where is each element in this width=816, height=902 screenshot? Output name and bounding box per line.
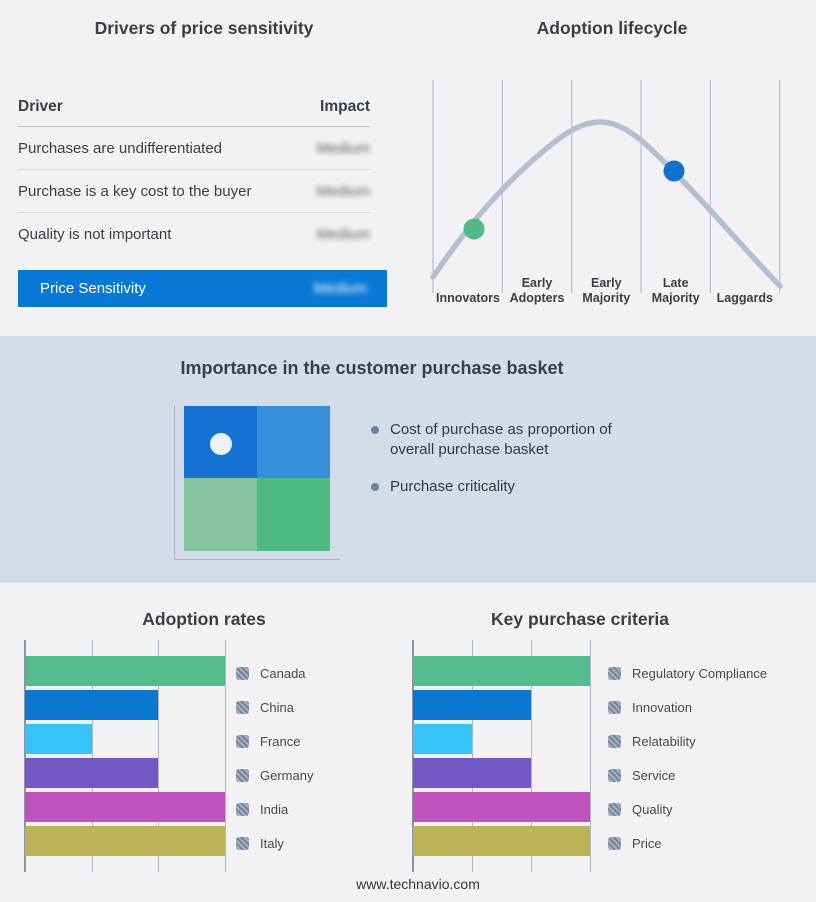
legend-label: Germany — [260, 767, 314, 783]
bullet-text: Cost of purchase as proportion of overall purchase basket — [390, 421, 612, 458]
legend-item — [608, 656, 767, 690]
quadrant-cell-top-right — [257, 406, 330, 478]
adoption-rates-chart — [25, 640, 225, 872]
bar-service — [413, 758, 531, 788]
quadrant-position-dot — [210, 433, 232, 455]
quadrant-x-axis — [174, 559, 340, 560]
late-majority-marker-dot — [664, 161, 685, 182]
bar-italy — [25, 826, 225, 856]
bar-china — [25, 690, 158, 720]
legend-item — [236, 758, 313, 792]
key-purchase-criteria-legend — [608, 656, 767, 860]
bar-price — [413, 826, 590, 856]
legend-swatch-hatched-icon — [608, 701, 621, 714]
adoption-rates-title: Adoption rates — [142, 609, 266, 629]
legend-item — [236, 656, 313, 690]
legend-item — [608, 724, 767, 758]
legend-swatch-hatched-icon — [608, 837, 621, 850]
bullet-text: Purchase criticality — [390, 478, 516, 495]
legend-swatch-hatched-icon — [236, 701, 249, 714]
legend-label: Canada — [260, 665, 306, 681]
x-gridline — [225, 640, 226, 872]
legend-label: China — [260, 699, 294, 715]
basket-bullet-item — [371, 420, 626, 459]
legend-item — [236, 724, 313, 758]
bar-germany — [25, 758, 158, 788]
legend-item — [608, 826, 767, 860]
driver-row — [18, 213, 370, 255]
stage-label-early-majority: Early Majority — [582, 276, 631, 305]
basket-bullet-list — [371, 420, 626, 515]
legend-swatch-hatched-icon — [608, 735, 621, 748]
column-header-impact: Impact — [320, 98, 370, 115]
price-sensitivity-row — [18, 270, 387, 307]
column-header-driver: Driver — [18, 98, 63, 115]
stage-label-early-adopters: Early Adopters — [509, 276, 565, 305]
legend-swatch-hatched-icon — [608, 769, 621, 782]
price-sensitivity-impact-blurred: Medium — [313, 280, 367, 297]
bullet-dot-icon — [371, 483, 379, 491]
legend-label: Relatability — [632, 733, 696, 749]
lifecycle-gridlines — [433, 80, 780, 293]
legend-swatch-hatched-icon — [236, 769, 249, 782]
legend-item — [236, 826, 313, 860]
quadrant-cell-bottom-left — [184, 478, 257, 551]
legend-swatch-hatched-icon — [236, 735, 249, 748]
legend-swatch-hatched-icon — [608, 667, 621, 680]
legend-swatch-hatched-icon — [236, 803, 249, 816]
quadrant-cell-bottom-right — [257, 478, 330, 551]
drivers-table — [18, 88, 370, 255]
legend-swatch-hatched-icon — [608, 803, 621, 816]
innovators-marker-dot — [464, 219, 485, 240]
key-purchase-criteria-chart — [413, 640, 590, 872]
impact-value-blurred: Medium — [316, 182, 370, 200]
bar-quality — [413, 792, 590, 822]
drivers-table-rows — [18, 127, 370, 255]
legend-item — [608, 792, 767, 826]
basket-title: Importance in the customer purchase basket — [180, 358, 564, 378]
purchase-basket-band — [0, 336, 816, 583]
bar-france — [25, 724, 92, 754]
drivers-table-header — [18, 88, 370, 127]
bar-innovation — [413, 690, 531, 720]
stage-label-innovators: Innovators — [436, 291, 500, 305]
legend-label: India — [260, 801, 289, 817]
legend-item — [608, 758, 767, 792]
lifecycle-title: Adoption lifecycle — [536, 18, 688, 38]
driver-row — [18, 127, 370, 170]
lifecycle-chart — [408, 0, 816, 336]
legend-swatch-hatched-icon — [236, 837, 249, 850]
stage-label-laggards: Laggards — [716, 291, 773, 305]
bar-regulatory-compliance — [413, 656, 590, 686]
legend-item — [608, 690, 767, 724]
basket-bullet-item — [371, 477, 626, 497]
driver-label: Purchases are undifferentiated — [18, 139, 223, 157]
bullet-dot-icon — [371, 426, 379, 434]
adoption-rates-legend — [236, 656, 313, 860]
legend-label: Service — [632, 767, 676, 783]
key-purchase-criteria-title: Key purchase criteria — [490, 609, 669, 629]
legend-label: Price — [632, 835, 662, 851]
price-sensitivity-label: Price Sensitivity — [40, 280, 146, 297]
stage-label-late-majority: Late Majority — [651, 276, 700, 305]
drivers-panel-title: Drivers of price sensitivity — [94, 18, 314, 38]
bell-curve-line — [433, 122, 780, 286]
bar-india — [25, 792, 225, 822]
legend-swatch-hatched-icon — [236, 667, 249, 680]
bar-relatability — [413, 724, 472, 754]
quadrant-y-axis — [174, 405, 175, 560]
legend-item — [236, 792, 313, 826]
x-gridline — [590, 640, 591, 872]
legend-item — [236, 690, 313, 724]
legend-label: Regulatory Compliance — [632, 665, 768, 681]
legend-label: Quality — [632, 801, 673, 817]
legend-label: Innovation — [632, 699, 692, 715]
impact-value-blurred: Medium — [316, 139, 370, 157]
footer-link[interactable]: www.technavio.com — [356, 876, 480, 892]
bar-canada — [25, 656, 225, 686]
quadrant-chart — [184, 406, 330, 551]
impact-value-blurred: Medium — [316, 225, 370, 243]
legend-label: Italy — [260, 835, 284, 851]
driver-label: Quality is not important — [18, 225, 172, 243]
legend-label: France — [260, 733, 301, 749]
driver-row — [18, 170, 370, 213]
driver-label: Purchase is a key cost to the buyer — [18, 182, 252, 200]
